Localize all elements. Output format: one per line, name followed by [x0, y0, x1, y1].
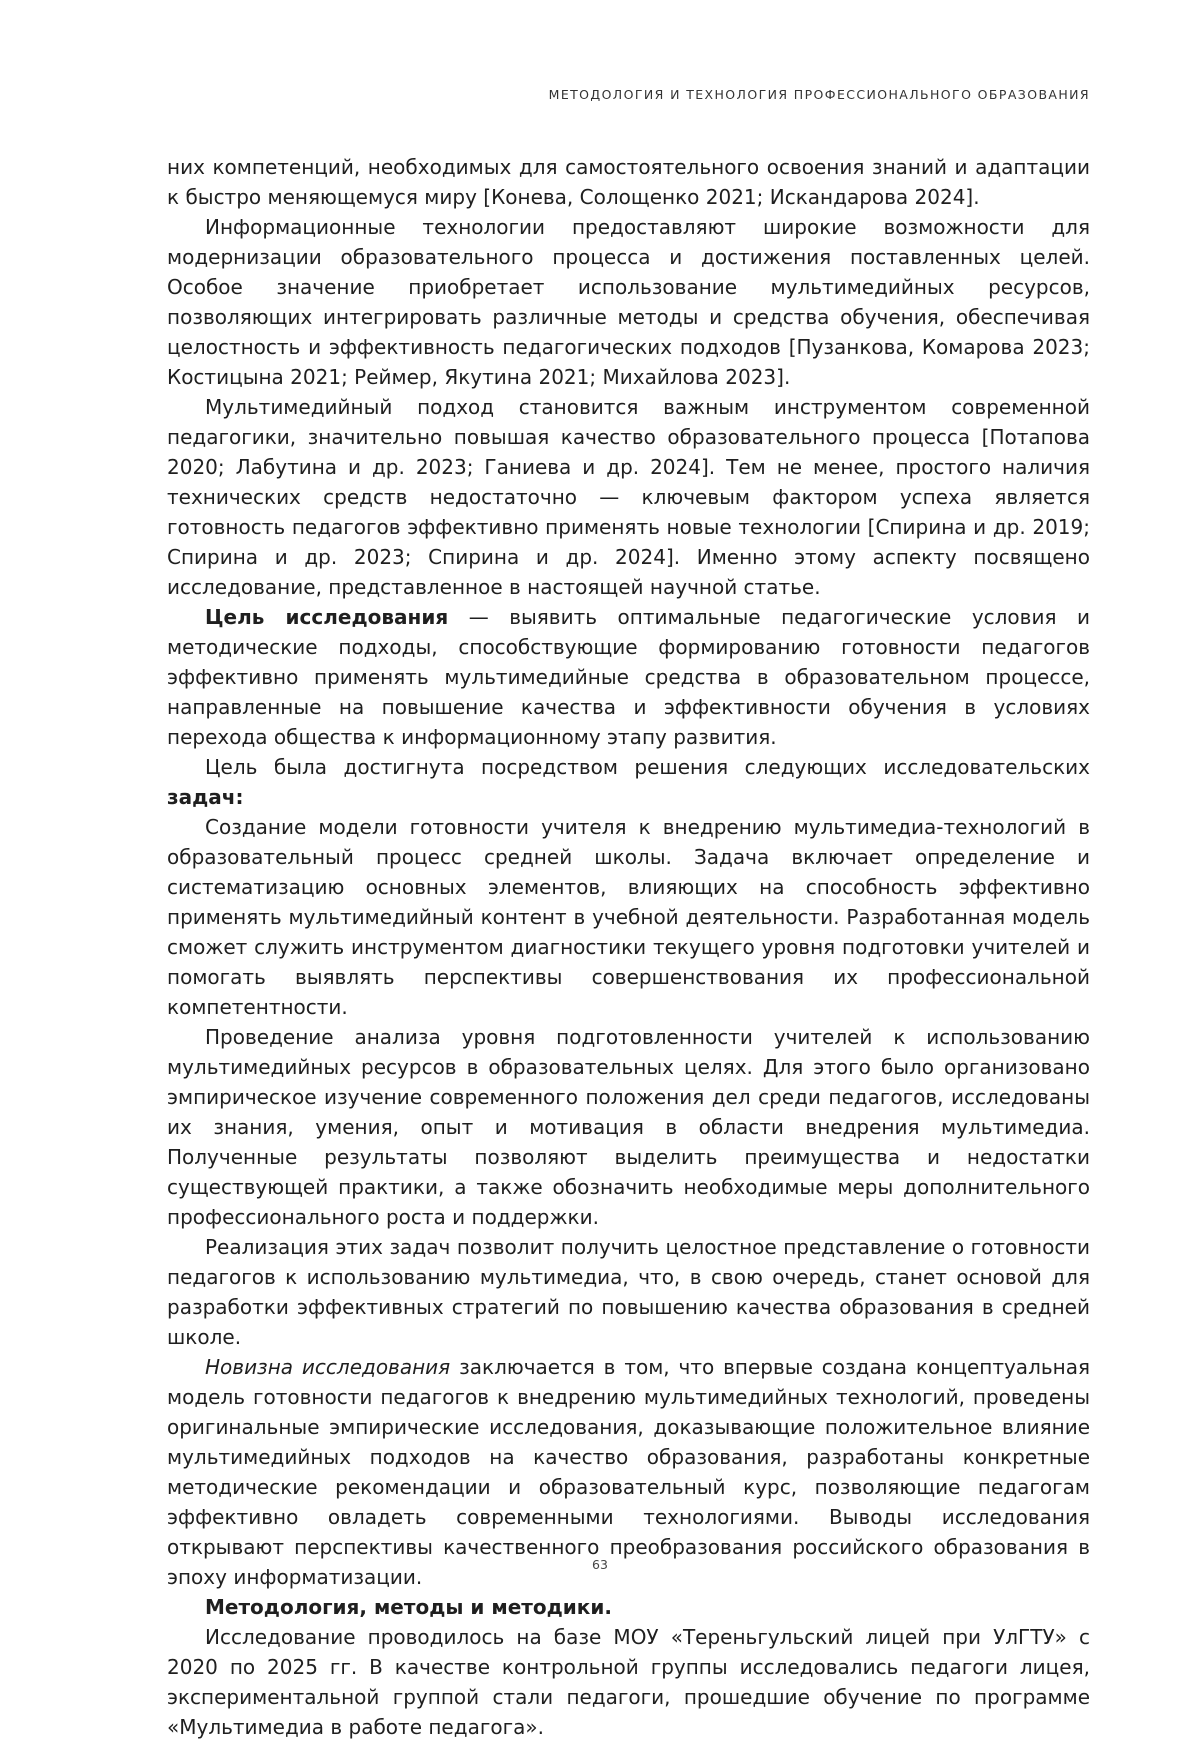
- tasks-label: задач:: [167, 785, 244, 809]
- paragraph-study-base: [167, 1622, 1090, 1742]
- paragraph-text: Информационные технологии предоставляют широкие возможности для модернизации образовательного процесса и достижения поставленных целей. Особое значение приобретает использование мультимедийных ресурсов, позволяющих интегрировать различные методы и средства обучения, обеспечивая целостность и эффективность педагогических подходов [Пузанкова, Комарова 2023; Костицына 2021; Реймер, Якутина 2021; Михайлова 2023].: [167, 215, 1090, 389]
- paragraph-novelty: [167, 1352, 1090, 1592]
- paragraph-text: Цель была достигнута посредством решения следующих исследовательских: [205, 755, 1090, 779]
- running-header: МЕТОДОЛОГИЯ И ТЕХНОЛОГИЯ ПРОФЕССИОНАЛЬНОГО ОБРАЗОВАНИЯ: [548, 87, 1090, 102]
- paragraph-info-technologies: [167, 212, 1090, 392]
- paragraph-task-analysis: [167, 1022, 1090, 1232]
- paragraph-text: Проведение анализа уровня подготовленности учителей к использованию мультимедийных ресурсов в образовательных целях. Для этого было организовано эмпирическое изучение современного положения дел среди педагогов, исследованы их знания, умения, опыт и мотивация в области внедрения мультимедиа. Полученные результаты позволяют выделить преимущества и недостатки существующей практики, а также обозначить необходимые меры дополнительного профессионального роста и поддержки.: [167, 1025, 1090, 1229]
- paragraph-tasks-realization: [167, 1232, 1090, 1352]
- research-goal-heading: Цель исследования: [205, 605, 449, 629]
- paragraph-research-goal: [167, 602, 1090, 752]
- paragraph-text: Реализация этих задач позволит получить целостное представление о готовности педагогов к использованию мультимедиа, что, в свою очередь, станет основой для разработки эффективных стратегий по повышению качества образования в средней школе.: [167, 1235, 1090, 1349]
- page-number: 63: [592, 1557, 608, 1572]
- paragraph-task-model: [167, 812, 1090, 1022]
- paragraph-text: них компетенций, необходимых для самостоятельного освоения знаний и адаптации к быстро меняющемуся миру [Конева, Солощенко 2021; Искандарова 2024].: [167, 155, 1090, 209]
- article-body: [167, 152, 1090, 1742]
- paragraph-text: Создание модели готовности учителя к внедрению мультимедиа-технологий в образовательный процесс средней школы. Задача включает определение и систематизацию основных элементов, влияющих на способность эффективно применять мультимедийный контент в учебной деятельности. Разработанная модель сможет служить инструментом диагностики текущего уровня подготовки учителей и помогать выявлять перспективы совершенствования их профессиональной компетентности.: [167, 815, 1090, 1019]
- methodology-heading: Методология, методы и методики.: [205, 1595, 612, 1619]
- paragraph-continuation: [167, 152, 1090, 212]
- paragraph-text: заключается в том, что впервые создана концептуальная модель готовности педагогов к внедрению мультимедийных технологий, проведены оригинальные эмпирические исследования, доказывающие положительное влияние мультимедийных подходов на качество образования, разработаны конкретные методические рекомендации и образовательный курс, позволяющие педагогам эффективно овладеть современными технологиями. Выводы исследования открывают перспективы качественного преобразования российского образования в эпоху информатизации.: [167, 1355, 1090, 1589]
- novelty-heading: Новизна исследования: [205, 1355, 451, 1379]
- paragraph-text: Мультимедийный подход становится важным инструментом современной педагогики, значительно повышая качество образовательного процесса [Потапова 2020; Лабутина и др. 2023; Ганиева и др. 2024]. Тем не менее, простого наличия технических средств недостаточно — ключевым фактором успеха является готовность педагогов эффективно применять новые технологии [Спирина и др. 2019; Спирина и др. 2023; Спирина и др. 2024]. Именно этому аспекту посвящено исследование, представленное в настоящей научной статье.: [167, 395, 1090, 599]
- paragraph-text: — выявить оптимальные педагогические условия и методические подходы, способствующие формированию готовности педагогов эффективно применять мультимедийные средства в образовательном процессе, направленные на повышение качества и эффективности обучения в условиях перехода общества к информационному этапу развития.: [167, 605, 1090, 749]
- paragraph-multimedia-approach: [167, 392, 1090, 602]
- paragraph-text: Исследование проводилось на базе МОУ «Тереньгульский лицей при УлГТУ» с 2020 по 2025 гг. В качестве контрольной группы исследовались педагоги лицея, экспериментальной группой стали педагоги, прошедшие обучение по программе «Мультимедиа в работе педагога».: [167, 1625, 1090, 1739]
- paragraph-tasks-intro: [167, 752, 1090, 812]
- section-heading-methodology: [167, 1592, 1090, 1622]
